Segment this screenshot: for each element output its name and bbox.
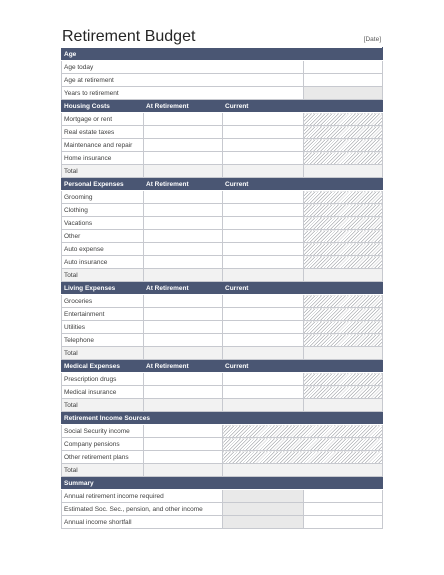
- at-retirement-cell[interactable]: [144, 373, 223, 386]
- at-retirement-cell[interactable]: [144, 295, 223, 308]
- table-row: [62, 113, 383, 126]
- hatched-cell: [223, 464, 383, 477]
- current-cell[interactable]: [223, 321, 304, 334]
- header-spacer: [304, 360, 383, 373]
- date-field[interactable]: [Date]: [363, 36, 381, 43]
- total-row: [62, 464, 383, 477]
- at-retirement-cell[interactable]: [144, 113, 223, 126]
- row-label: Other: [62, 230, 144, 243]
- page-title: Retirement Budget: [62, 28, 196, 45]
- income-cell[interactable]: [144, 425, 223, 438]
- summary-value-cell: [223, 516, 304, 529]
- row-label: Mortgage or rent: [62, 113, 144, 126]
- column-header-current: Current: [223, 178, 304, 191]
- table-row: [62, 87, 383, 100]
- current-cell[interactable]: [223, 386, 304, 399]
- total-row: [62, 269, 383, 282]
- section-header: Personal Expenses: [62, 178, 144, 191]
- section-header: Retirement Income Sources: [62, 412, 383, 425]
- at-retirement-cell[interactable]: [144, 139, 223, 152]
- row-label: Utilities: [62, 321, 144, 334]
- current-cell[interactable]: [223, 308, 304, 321]
- section-header: Medical Expenses: [62, 360, 144, 373]
- current-cell[interactable]: [223, 373, 304, 386]
- section-header: Living Expenses: [62, 282, 144, 295]
- header-spacer: [304, 178, 383, 191]
- row-label: Prescription drugs: [62, 373, 144, 386]
- current-cell[interactable]: [223, 139, 304, 152]
- table-row: [62, 126, 383, 139]
- total-row: [62, 347, 383, 360]
- at-retirement-cell[interactable]: [144, 321, 223, 334]
- table-row: [62, 308, 383, 321]
- table-row: [62, 152, 383, 165]
- hatched-cell: [304, 321, 383, 334]
- hatched-cell: [304, 373, 383, 386]
- row-label: Years to retirement: [62, 87, 304, 100]
- hatched-cell: [304, 295, 383, 308]
- current-cell[interactable]: [223, 230, 304, 243]
- column-header-at-retirement: At Retirement: [144, 282, 223, 295]
- current-cell[interactable]: [223, 152, 304, 165]
- at-retirement-cell[interactable]: [144, 334, 223, 347]
- at-retirement-cell[interactable]: [144, 191, 223, 204]
- table-row: [62, 516, 383, 529]
- column-header-at-retirement: At Retirement: [144, 100, 223, 113]
- current-cell[interactable]: [223, 334, 304, 347]
- table-row: [62, 217, 383, 230]
- hatched-cell: [304, 165, 383, 178]
- row-label: Annual income shortfall: [62, 516, 223, 529]
- current-cell[interactable]: [223, 295, 304, 308]
- personal-header-row: [62, 178, 383, 191]
- hatched-cell: [304, 269, 383, 282]
- at-retirement-cell[interactable]: [144, 204, 223, 217]
- value-cell[interactable]: [304, 61, 383, 74]
- table-row: [62, 230, 383, 243]
- row-label: Home insurance: [62, 152, 144, 165]
- total-label: Total: [62, 269, 144, 282]
- summary-value-cell: [223, 490, 304, 503]
- table-row: [62, 386, 383, 399]
- row-label: Medical insurance: [62, 386, 144, 399]
- total-cell: [144, 399, 223, 412]
- hatched-cell: [304, 347, 383, 360]
- table-row: [62, 256, 383, 269]
- table-row: [62, 61, 383, 74]
- table-row: [62, 334, 383, 347]
- summary-spacer-cell: [304, 490, 383, 503]
- at-retirement-cell[interactable]: [144, 217, 223, 230]
- table-row: [62, 243, 383, 256]
- at-retirement-cell[interactable]: [144, 152, 223, 165]
- table-row: [62, 425, 383, 438]
- table-row: [62, 295, 383, 308]
- section-header: Housing Costs: [62, 100, 144, 113]
- row-label: Auto insurance: [62, 256, 144, 269]
- current-cell[interactable]: [223, 191, 304, 204]
- age-header: Age: [62, 48, 383, 61]
- table-row: [62, 503, 383, 516]
- retirement-budget-table: [61, 47, 383, 529]
- hatched-cell: [304, 113, 383, 126]
- hatched-cell: [304, 126, 383, 139]
- hatched-cell: [304, 191, 383, 204]
- row-label: Vacations: [62, 217, 144, 230]
- summary-value-cell: [223, 503, 304, 516]
- current-cell[interactable]: [223, 256, 304, 269]
- table-row: [62, 74, 383, 87]
- medical-header-row: [62, 360, 383, 373]
- column-header-at-retirement: At Retirement: [144, 178, 223, 191]
- hatched-cell: [304, 243, 383, 256]
- table-row: [62, 204, 383, 217]
- row-label: Age today: [62, 61, 304, 74]
- total-cell: [223, 399, 304, 412]
- row-label: Clothing: [62, 204, 144, 217]
- table-row: [62, 373, 383, 386]
- hatched-cell: [304, 152, 383, 165]
- summary-spacer-cell: [304, 516, 383, 529]
- hatched-cell: [304, 399, 383, 412]
- row-label: Estimated Soc. Sec., pension, and other income: [62, 503, 223, 516]
- row-label: Groceries: [62, 295, 144, 308]
- income-cell[interactable]: [144, 438, 223, 451]
- row-label: Age at retirement: [62, 74, 304, 87]
- current-cell[interactable]: [223, 243, 304, 256]
- total-row: [62, 165, 383, 178]
- age-header-row: [62, 48, 383, 61]
- column-header-current: Current: [223, 282, 304, 295]
- section-header: Summary: [62, 477, 383, 490]
- income-cell[interactable]: [144, 451, 223, 464]
- hatched-cell: [304, 256, 383, 269]
- total-cell: [223, 165, 304, 178]
- housing-header-row: [62, 100, 383, 113]
- total-cell: [144, 269, 223, 282]
- column-header-current: Current: [223, 100, 304, 113]
- table-row: [62, 139, 383, 152]
- value-cell[interactable]: [304, 74, 383, 87]
- total-cell: [144, 165, 223, 178]
- row-label: Social Security income: [62, 425, 144, 438]
- current-cell[interactable]: [223, 113, 304, 126]
- at-retirement-cell[interactable]: [144, 126, 223, 139]
- row-label: Company pensions: [62, 438, 144, 451]
- at-retirement-cell[interactable]: [144, 243, 223, 256]
- computed-cell: [304, 87, 383, 100]
- at-retirement-cell[interactable]: [144, 386, 223, 399]
- total-cell: [144, 347, 223, 360]
- total-cell: [223, 347, 304, 360]
- hatched-cell: [223, 425, 383, 438]
- total-label: Total: [62, 347, 144, 360]
- hatched-cell: [304, 308, 383, 321]
- total-cell: [144, 464, 223, 477]
- hatched-cell: [223, 438, 383, 451]
- hatched-cell: [304, 334, 383, 347]
- column-header-current: Current: [223, 360, 304, 373]
- current-cell[interactable]: [223, 204, 304, 217]
- table-row: [62, 321, 383, 334]
- row-label: Annual retirement income required: [62, 490, 223, 503]
- header-spacer: [304, 100, 383, 113]
- hatched-cell: [304, 386, 383, 399]
- table-row: [62, 438, 383, 451]
- current-cell[interactable]: [223, 217, 304, 230]
- summary-spacer-cell: [304, 503, 383, 516]
- at-retirement-cell[interactable]: [144, 308, 223, 321]
- row-label: Real estate taxes: [62, 126, 144, 139]
- table-row: [62, 191, 383, 204]
- row-label: Telephone: [62, 334, 144, 347]
- row-label: Maintenance and repair: [62, 139, 144, 152]
- row-label: Entertainment: [62, 308, 144, 321]
- total-label: Total: [62, 165, 144, 178]
- income-header-row: [62, 412, 383, 425]
- row-label: Grooming: [62, 191, 144, 204]
- hatched-cell: [223, 451, 383, 464]
- total-label: Total: [62, 464, 144, 477]
- total-cell: [223, 269, 304, 282]
- column-header-at-retirement: At Retirement: [144, 360, 223, 373]
- total-label: Total: [62, 399, 144, 412]
- hatched-cell: [304, 217, 383, 230]
- at-retirement-cell[interactable]: [144, 256, 223, 269]
- table-row: [62, 490, 383, 503]
- living-header-row: [62, 282, 383, 295]
- hatched-cell: [304, 139, 383, 152]
- current-cell[interactable]: [223, 126, 304, 139]
- summary-header-row: [62, 477, 383, 490]
- at-retirement-cell[interactable]: [144, 230, 223, 243]
- hatched-cell: [304, 230, 383, 243]
- header-spacer: [304, 282, 383, 295]
- table-row: [62, 451, 383, 464]
- hatched-cell: [304, 204, 383, 217]
- row-label: Other retirement plans: [62, 451, 144, 464]
- row-label: Auto expense: [62, 243, 144, 256]
- total-row: [62, 399, 383, 412]
